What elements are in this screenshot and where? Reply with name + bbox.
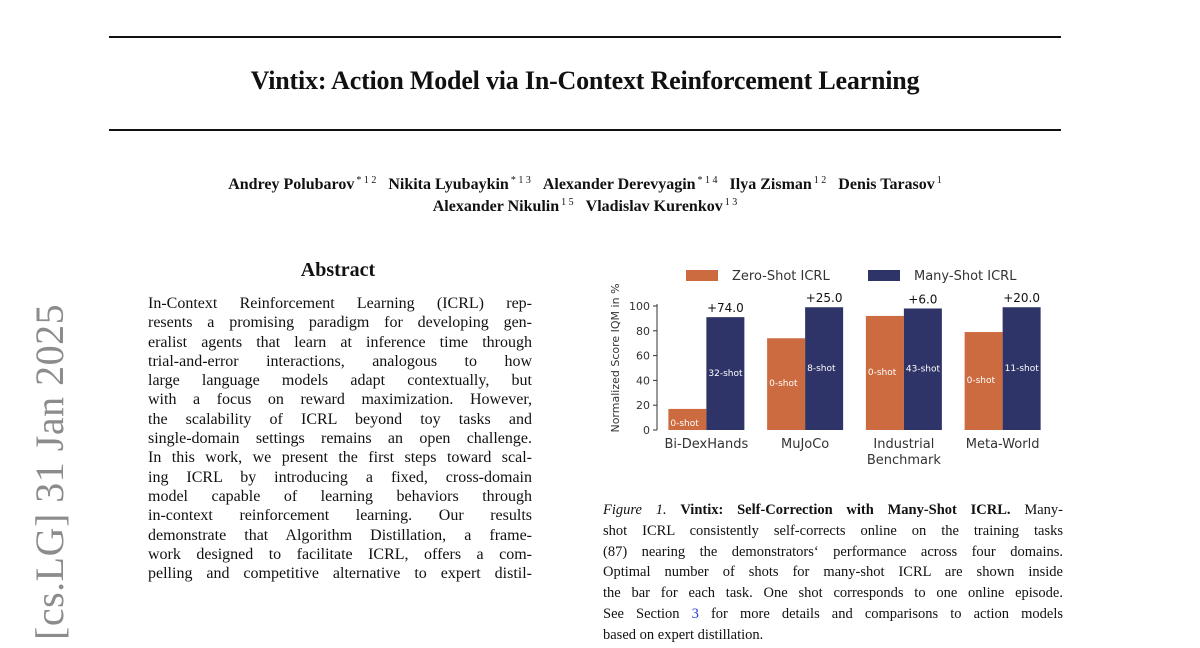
caption-line bbox=[603, 604, 1063, 625]
y-tick-label: 60 bbox=[636, 349, 650, 363]
author-name: Alexander Nikulin $^{1 5}$ bbox=[432, 197, 574, 215]
bar-shot-label: 0-shot bbox=[769, 378, 798, 389]
abstract-line: pelling and competitive alternative to expert distil- bbox=[148, 565, 532, 583]
abstract-line: the scalability of ICRL beyond toy tasks and bbox=[148, 410, 532, 428]
category-label: Benchmark bbox=[866, 453, 941, 468]
delta-label: +6.0 bbox=[908, 292, 938, 307]
bar-shot-label: 0-shot bbox=[867, 368, 897, 379]
bar-shot-label: 11-shot bbox=[1004, 364, 1039, 375]
abstract-body bbox=[148, 294, 532, 583]
author-name: Ilya Zisman $^{1 2}$ bbox=[729, 175, 827, 193]
author-list-line-1 bbox=[109, 175, 1061, 194]
author-name: Vladislav Kurenkov $^{1 3}$ bbox=[585, 197, 738, 215]
delta-label: +74.0 bbox=[706, 301, 744, 316]
abstract-line: model capable of learning behaviors through bbox=[148, 487, 532, 505]
category-label: Meta-World bbox=[965, 437, 1040, 452]
abstract-line: single-domain settings remains an open challenge. bbox=[148, 430, 532, 448]
caption-line: the bar for each task. One shot corresponds to one online episode. bbox=[603, 585, 1063, 602]
abstract-line: demonstrate that Algorithm Distillation, a frame- bbox=[148, 526, 532, 544]
abstract-line: In this work, we present the first steps toward scal- bbox=[148, 449, 532, 467]
caption-text: Many- bbox=[1024, 502, 1063, 518]
paper-title: Vintix: Action Model via In-Context Reinforcement Learning bbox=[250, 66, 920, 95]
bar-shot-label: 0-shot bbox=[966, 375, 996, 386]
y-tick-label: 80 bbox=[636, 324, 650, 338]
figure-1-bar-chart bbox=[600, 258, 1060, 478]
author-affiliation: * 1 2 bbox=[356, 175, 377, 186]
y-axis-title: Normalized Score IQM in % bbox=[609, 283, 622, 433]
category-label: MuJoCo bbox=[780, 437, 830, 452]
author-affiliation: 1 3 bbox=[724, 197, 738, 208]
caption-text: for more details and comparisons to action models bbox=[710, 605, 1063, 622]
y-tick-label: 100 bbox=[629, 300, 650, 313]
legend-swatch bbox=[686, 270, 718, 281]
author-name: Alexander Derevyagin $^{* 1 4}$ bbox=[542, 175, 718, 193]
caption-line: Optimal number of shots for many-shot ICRL are shown inside bbox=[603, 564, 1063, 581]
caption-line bbox=[603, 500, 1063, 521]
abstract-heading: Abstract bbox=[300, 259, 376, 281]
delta-label: +25.0 bbox=[805, 291, 843, 306]
bar-shot-label: 0-shot bbox=[670, 419, 699, 429]
figure-caption bbox=[603, 500, 1063, 646]
abstract-line: work designed to facilitate ICRL, offers a com- bbox=[148, 545, 532, 563]
caption-line: shot ICRL consistently self-corrects online on the training tasks bbox=[603, 522, 1063, 539]
author-name: Denis Tarasov $^1$ bbox=[838, 175, 942, 193]
caption-figure-label: Figure 1. bbox=[603, 502, 667, 518]
legend-swatch bbox=[868, 270, 900, 281]
bar-shot-label: 43-shot bbox=[905, 364, 941, 375]
caption-text: See Section bbox=[603, 605, 680, 622]
legend-label: Zero-Shot ICRL bbox=[732, 269, 830, 284]
caption-line: based on expert distillation. bbox=[603, 626, 764, 643]
bar-shot-label: 8-shot bbox=[807, 364, 836, 375]
author-affiliation: * 1 4 bbox=[697, 175, 718, 186]
bar-shot-label: 32-shot bbox=[708, 368, 743, 379]
author-affiliation: 1 5 bbox=[561, 197, 574, 208]
abstract-line: eralist agents that learn at inference time through bbox=[148, 333, 532, 351]
abstract-line: trial-and-error interactions, analogous to how bbox=[148, 352, 532, 370]
author-affiliation: 1 bbox=[936, 175, 942, 186]
author-name: Nikita Lyubaykin $^{* 1 3}$ bbox=[388, 175, 531, 193]
arxiv-stamp: [cs.LG] 31 Jan 2025 bbox=[27, 303, 72, 640]
abstract-line: in-context reinforcement learning. Our results bbox=[148, 507, 532, 525]
abstract-line: In-Context Reinforcement Learning (ICRL) rep- bbox=[148, 295, 532, 312]
legend-label: Many-Shot ICRL bbox=[914, 269, 1017, 284]
title-rule-bottom bbox=[109, 129, 1061, 131]
author-affiliation: * 1 3 bbox=[510, 175, 531, 186]
author-list-line-2 bbox=[109, 197, 1061, 216]
abstract-line: resents a promising paradigm for developing gen- bbox=[148, 314, 532, 332]
category-label: Bi-DexHands bbox=[664, 437, 749, 452]
abstract-line: large language models adapt contextually, but bbox=[148, 372, 532, 390]
delta-label: +20.0 bbox=[1003, 291, 1041, 306]
y-tick-label: 40 bbox=[636, 374, 650, 388]
abstract-line: ing ICRL by introducing a fixed, cross-domain bbox=[148, 468, 532, 486]
abstract-line: with a focus on reward maximization. However, bbox=[148, 391, 532, 409]
category-label: Industrial bbox=[873, 437, 935, 452]
author-affiliation: 1 2 bbox=[813, 175, 827, 186]
caption-figure-title: Vintix: Self-Correction with Many-Shot ICRL. bbox=[680, 502, 1011, 518]
author-name: Andrey Polubarov $^{* 1 2}$ bbox=[228, 175, 377, 193]
section-3-link[interactable]: 3 bbox=[691, 605, 699, 622]
caption-line: (87) nearing the demonstrators‘ performance across four domains. bbox=[603, 543, 1063, 560]
y-tick-label: 20 bbox=[636, 399, 650, 413]
title-rule-top bbox=[109, 36, 1061, 38]
y-tick-label: 0 bbox=[643, 424, 650, 437]
